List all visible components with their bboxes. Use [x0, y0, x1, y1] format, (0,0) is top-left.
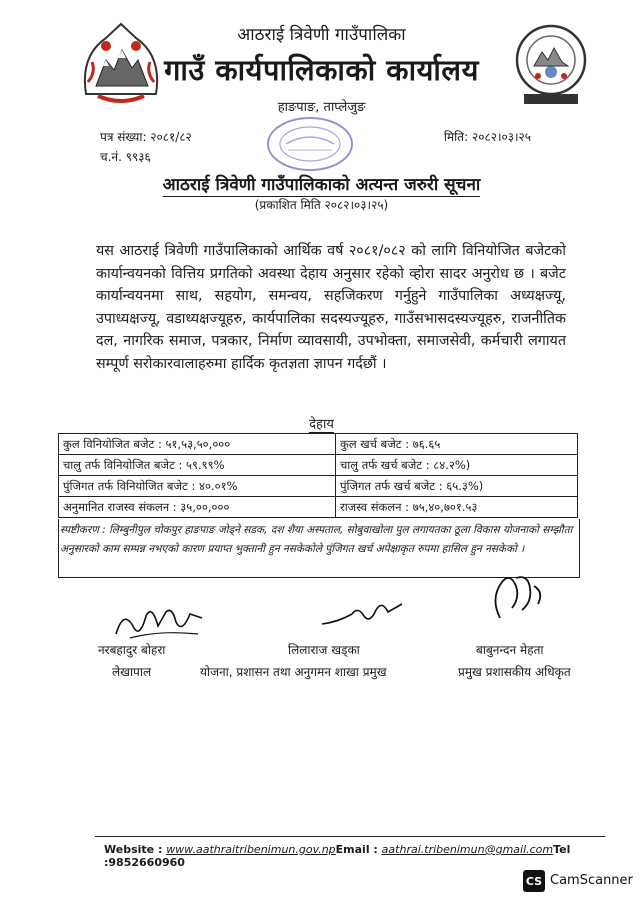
table-cell: कुल विनियोजित बजेट : ५१,५३,५०,०००	[59, 434, 336, 455]
signatory-1-name: नरबहादुर बोहरा	[98, 643, 166, 657]
table-cell: चालु तर्फ विनियोजित बजेट : ५९.९९%	[59, 455, 336, 476]
table-cell: चालु तर्फ खर्च बजेट : ८४.२%)	[336, 455, 578, 476]
chalan-number: च.नं. ९९३६	[100, 150, 151, 164]
camscanner-icon: CS	[523, 870, 545, 892]
explanation-note: स्पष्टीकरण : लिम्बुनीपुल चोकपुर हाङपाङ जोड्ने सडक, दश शैया अस्पताल, सोबुवाखोला पुल लगायतका ठूला विकास योजनाको सम्झौता अनुसारको काम सम्पन्न नभएको कारण प्रयाप्त भुक्तानी हुन नसकेकोले पुंजिगत खर्च अपेक्षाकृत रुपमा हासिल हुन नसकेको ।	[60, 524, 573, 555]
signatory-3-name: बाबुनन्दन मेहता	[476, 643, 544, 657]
table-cell: कुल खर्च बजेट : ७६.६५	[336, 434, 578, 455]
letter-number: पत्र संख्या: २०८१/८२	[100, 130, 192, 144]
office-address: हाङपाङ, ताप्लेजुङ	[277, 100, 366, 115]
table-cell: अनुमानित राजस्व संकलन : ३५,००,०००	[59, 497, 336, 518]
notice-body: यस आठराई त्रिवेणी गाउँपालिकाको आर्थिक वर्ष २०८१/०८२ को लागि विनियोजित बजेटको कार्यान्वयनको वित्तिय प्रगतिको अवस्था देहाय अनुसार रहेको व्होरा सादर अनुरोध छ । बजेट कार्यान्वयनमा साथ, सहयोग, समन्वय, सहजिकरण गर्नुहुने गाउँपालिका अध्यक्षज्यू, उपाध्यक्षज्यू, वडाध्यक्षज्यूहरु, कार्यपालिका सदस्यज्यूहरु, गाउँसभासदस्यज्यूहरु, राजनीतिक दल, नागरिक समाज, पत्रकार, निर्माण व्यावसायी, उपभोक्ता, समाजसेवी, कर्मचारी लगायत सम्पूर्ण सरोकारवालाहरुमा हार्दिक कृतज्ञता ज्ञापन गर्दछौं ।	[96, 243, 566, 372]
office-title: गाउँ कार्यपालिकाको कार्यालय	[164, 53, 479, 87]
table-row	[59, 455, 578, 476]
official-stamp	[258, 108, 358, 178]
website-label: Website :	[104, 843, 163, 856]
signatory-2-name: लिलाराज खड्का	[288, 643, 360, 657]
footer-contact	[104, 843, 643, 869]
letter-date: मिति: २०८२।०३।२५	[443, 130, 531, 144]
signature-cao	[486, 568, 556, 626]
table-cell: पुंजिगत तर्फ खर्च बजेट : ६५.३%)	[336, 476, 578, 497]
table-row	[59, 497, 578, 518]
camscanner-watermark: CamScanner	[550, 873, 633, 888]
published-date: (प्रकाशित मिति २०८२।०३।२५)	[254, 198, 389, 212]
dehaya-heading: देहाय	[309, 417, 334, 432]
table-row	[59, 476, 578, 497]
municipality-name: आठराई त्रिवेणी गाउँपालिका	[237, 25, 406, 45]
email-label: Email :	[335, 843, 378, 856]
table-row	[59, 434, 578, 455]
email-link[interactable]: aathrai.tribenimun@gmail.com	[381, 843, 554, 856]
footer-divider	[95, 836, 605, 837]
signatory-2-role: योजना, प्रशासन तथा अनुगमन शाखा प्रमुख	[200, 665, 387, 679]
signature-planning-chief	[318, 596, 408, 630]
signatory-1-role: लेखापाल	[112, 665, 152, 679]
table-cell: पुंजिगत तर्फ विनियोजित बजेट : ४०.०१%	[59, 476, 336, 497]
budget-table	[58, 433, 578, 518]
signatory-3-role: प्रमुख प्रशासकीय अधिकृत	[458, 665, 571, 679]
website-link[interactable]: www.aathraitribenimun.gov.np	[166, 843, 336, 856]
signature-accountant	[110, 598, 210, 644]
table-cell: राजस्व संकलन : ७५,४०,७०१.५३	[336, 497, 578, 518]
notice-title: आठराई त्रिवेणी गाउँपालिकाको अत्यन्त जरुरी सूचना	[162, 175, 481, 195]
telephone: Tel :9852660960	[104, 843, 571, 869]
